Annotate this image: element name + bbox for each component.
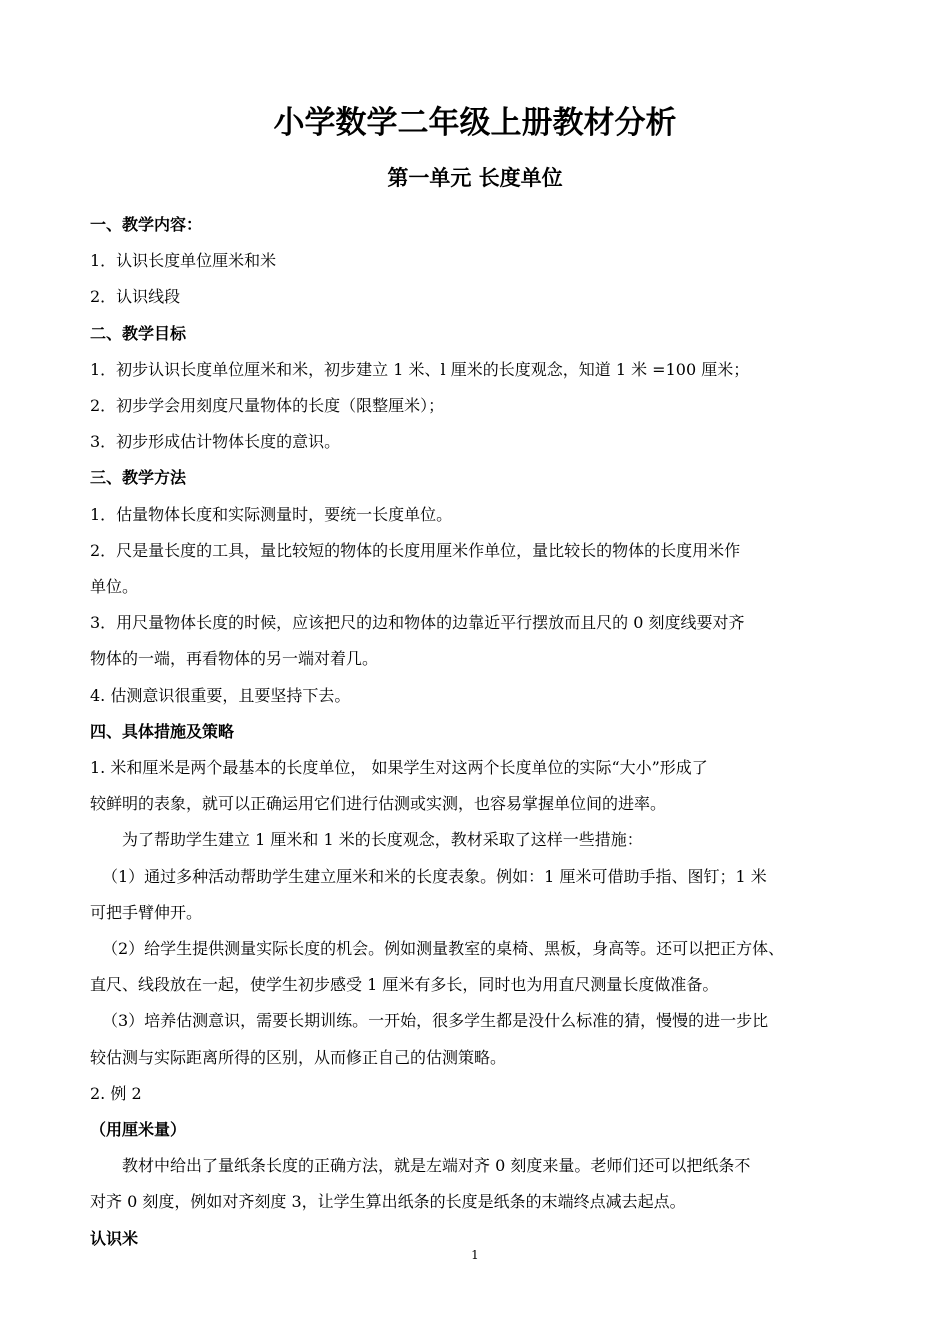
- paragraph-line: 1．估量物体长度和实际测量时，要统一长度单位。: [90, 504, 453, 524]
- unit-title: 第一单元 长度单位: [387, 166, 563, 190]
- paragraph-line: 2．初步学会用刻度尺量物体的长度（限整厘米）；: [90, 396, 445, 416]
- paragraph-line: （3）培养估测意识，需要长期训练。一开始，很多学生都是没什么标准的猜，慢慢的进一步比: [102, 1011, 769, 1031]
- section-heading: 四、具体措施及策略: [90, 721, 235, 741]
- document-title: 小学数学二年级上册教材分析: [273, 105, 677, 141]
- paragraph-line: 1．认识长度单位厘米和米: [90, 251, 277, 271]
- paragraph-line: 为了帮助学生建立 1 厘米和 1 米的长度观念，教材采取了这样一些措施：: [122, 830, 643, 850]
- section-heading: 一、教学内容：: [90, 215, 203, 234]
- paragraph-line: 可把手臂伸开。: [90, 902, 203, 922]
- paragraph-line: 2．认识线段: [90, 287, 181, 307]
- paragraph-line: 较估测与实际距离所得的区别，从而修正自己的估测策略。: [90, 1047, 507, 1067]
- paragraph-line: （1）通过多种活动帮助学生建立厘米和米的长度表象。例如：1 厘米可借助手指、图钉；1 米: [102, 866, 767, 886]
- paragraph-line: 物体的一端，再看物体的另一端对着几。: [90, 649, 379, 669]
- paragraph-line: 4. 估测意识很重要，且要坚持下去。: [90, 685, 351, 705]
- paragraph-line: 2．尺是量长度的工具，量比较短的物体的长度用厘米作单位，量比较长的物体的长度用米作: [90, 540, 741, 560]
- page-number: 1: [471, 1248, 479, 1262]
- paragraph-line: 1. 米和厘米是两个最基本的长度单位， 如果学生对这两个长度单位的实际“大小”形成了: [90, 758, 708, 778]
- paragraph-line: 3．初步形成估计物体长度的意识。: [90, 432, 341, 452]
- section-heading: 认识米: [90, 1228, 139, 1248]
- paragraph-line: 直尺、线段放在一起，使学生初步感受 1 厘米有多长，同时也为用直尺测量长度做准备。: [90, 975, 719, 995]
- document-body: [90, 207, 870, 1257]
- section-heading: 三、教学方法: [90, 468, 187, 488]
- paragraph-line: 单位。: [90, 577, 139, 597]
- paragraph-line: 2. 例 2: [90, 1083, 142, 1103]
- paragraph-line: 3．用尺量物体长度的时候，应该把尺的边和物体的边靠近平行摆放而且尺的 0 刻度线要对齐: [90, 613, 745, 633]
- paragraph-line: 教材中给出了量纸条长度的正确方法，就是左端对齐 0 刻度来量。老师们还可以把纸条不: [122, 1156, 751, 1176]
- paragraph-line: 较鲜明的表象，就可以正确运用它们进行估测或实测，也容易掌握单位间的进率。: [90, 794, 667, 814]
- paragraph-line: 1．初步认识长度单位厘米和米，初步建立 1 米、l 厘米的长度观念，知道 1 米 =100 厘米；: [90, 359, 750, 379]
- paragraph-line: 对齐 0 刻度，例如对齐刻度 3，让学生算出纸条的长度是纸条的末端终点减去起点。: [90, 1192, 686, 1212]
- section-heading: 二、教学目标: [90, 323, 187, 343]
- section-heading: （用厘米量）: [90, 1120, 187, 1140]
- paragraph-line: （2）给学生提供测量实际长度的机会。例如测量教室的桌椅、黑板，身高等。还可以把正方体、: [102, 939, 785, 959]
